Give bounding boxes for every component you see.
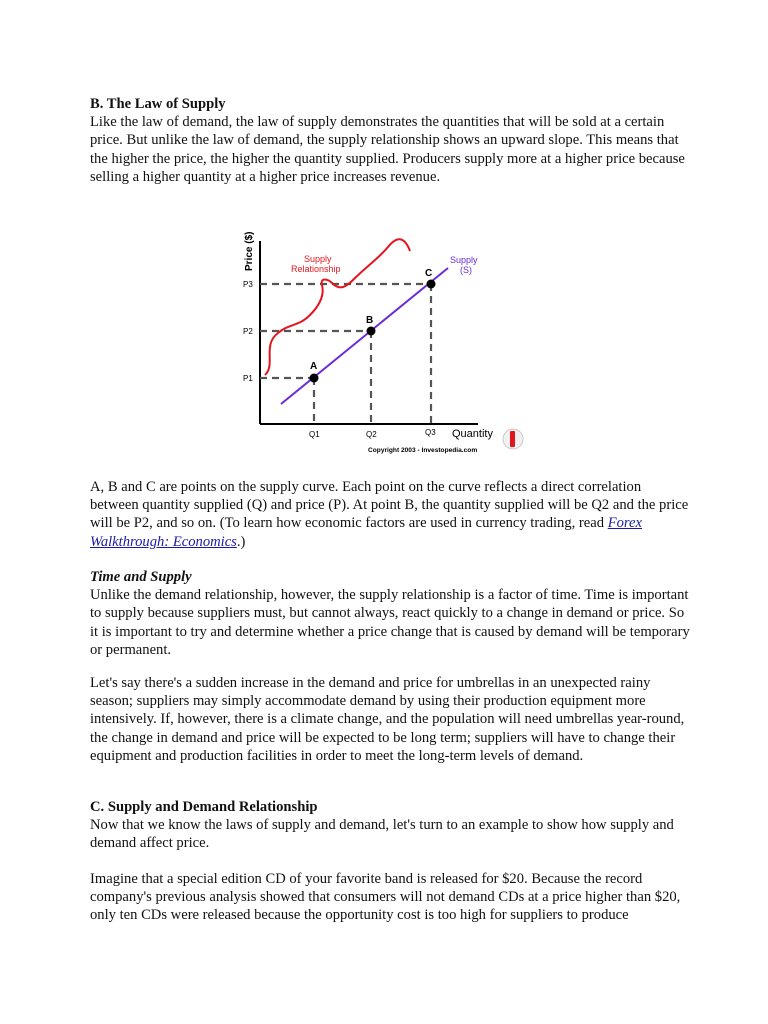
copyright-text: Copyright 2003 - Investopedia.com (368, 447, 478, 454)
supply-relationship-curve (265, 239, 410, 375)
para2-text-after: .) (236, 533, 246, 550)
q-label-3: Q3 (425, 428, 436, 437)
para2-text-before: A, B and C are points on the supply curve. Each point on the curve reflects a direct correlation between quantity supplied (Q) and price (P). At point B, the quantity supplied will be Q2 and the price will be P2, and so on. (To learn how economic factors are used in currency trading, read (90, 479, 689, 532)
point-a (310, 374, 319, 383)
relationship-label-1: Supply (304, 254, 332, 264)
time-supply-paragraph-1: Unlike the demand relationship, however, the supply relationship is a factor of time. Time is important to supply because suppliers must, but cannot always, react quickly to a change in demand or price. So it is important to try and determine whether a price change that is caused by demand will be temporary or permanent. (90, 587, 690, 658)
section-b (90, 95, 690, 186)
forex-walkthrough-link[interactable]: Forex Walkthrough: Economics (90, 515, 643, 550)
time-supply-paragraph-2: Let's say there's a sudden increase in the demand and price for umbrellas in an unexpected rainy season; suppliers may simply accommodate demand by using their production equipment more intensively. If, however, there is a climate change, and the population will need umbrellas year-round, the change in demand and price will be expected to be long term; suppliers will have to change their equipment and production facilities in order to meet the long-term levels of demand. (90, 675, 685, 764)
section-c-paragraph-1: Now that we know the laws of supply and demand, let's turn to an example to show how supply and demand affect price. (90, 817, 674, 852)
point-b (367, 327, 376, 336)
section-c-2 (90, 870, 690, 925)
section-b-paragraph-1: Like the law of demand, the law of supply demonstrates the quantities that will be sold at a certain price. But unlike the law of demand, the supply relationship shows an upward slope. This means that the higher the price, the higher the quantity supplied. Producers supply more at a higher price because selling a higher quantity at a higher price increases revenue. (90, 114, 685, 185)
supply-curve (281, 268, 448, 404)
section-c (90, 798, 690, 853)
supply-curve-figure (228, 215, 530, 458)
time-supply-section (90, 568, 690, 659)
relationship-label-2: Relationship (291, 264, 341, 274)
point-label-b: B (366, 315, 374, 326)
q-label-1: Q1 (309, 430, 320, 439)
section-b-heading: B. The Law of Supply (90, 96, 226, 112)
time-supply-heading: Time and Supply (90, 569, 192, 585)
section-b-paragraph-2 (90, 478, 690, 551)
q-label-2: Q2 (366, 430, 377, 439)
point-label-c: C (425, 268, 433, 279)
guide-lines (260, 284, 431, 424)
section-b-2 (90, 478, 690, 551)
point-label-a: A (310, 361, 318, 372)
p-label-2: P2 (243, 327, 253, 336)
p-label-1: P1 (243, 374, 253, 383)
supply-label-2: (S) (460, 265, 472, 275)
investopedia-logo-icon (503, 429, 523, 449)
x-axis-label: Quantity (452, 428, 493, 440)
section-c-paragraph-2: Imagine that a special edition CD of your favorite band is released for $20. Because the record company's previous analysis showed that consumers will not demand CDs at a price higher than $20, only ten CDs were released because the opportunity cost is too high for suppliers to produce (90, 871, 681, 924)
time-supply-section-2 (90, 674, 690, 765)
supply-curve-svg (228, 215, 530, 458)
p-label-3: P3 (243, 280, 253, 289)
section-c-heading: C. Supply and Demand Relationship (90, 799, 318, 815)
y-axis-label: Price ($) (244, 231, 255, 271)
supply-label-1: Supply (450, 255, 478, 265)
point-c (427, 280, 436, 289)
